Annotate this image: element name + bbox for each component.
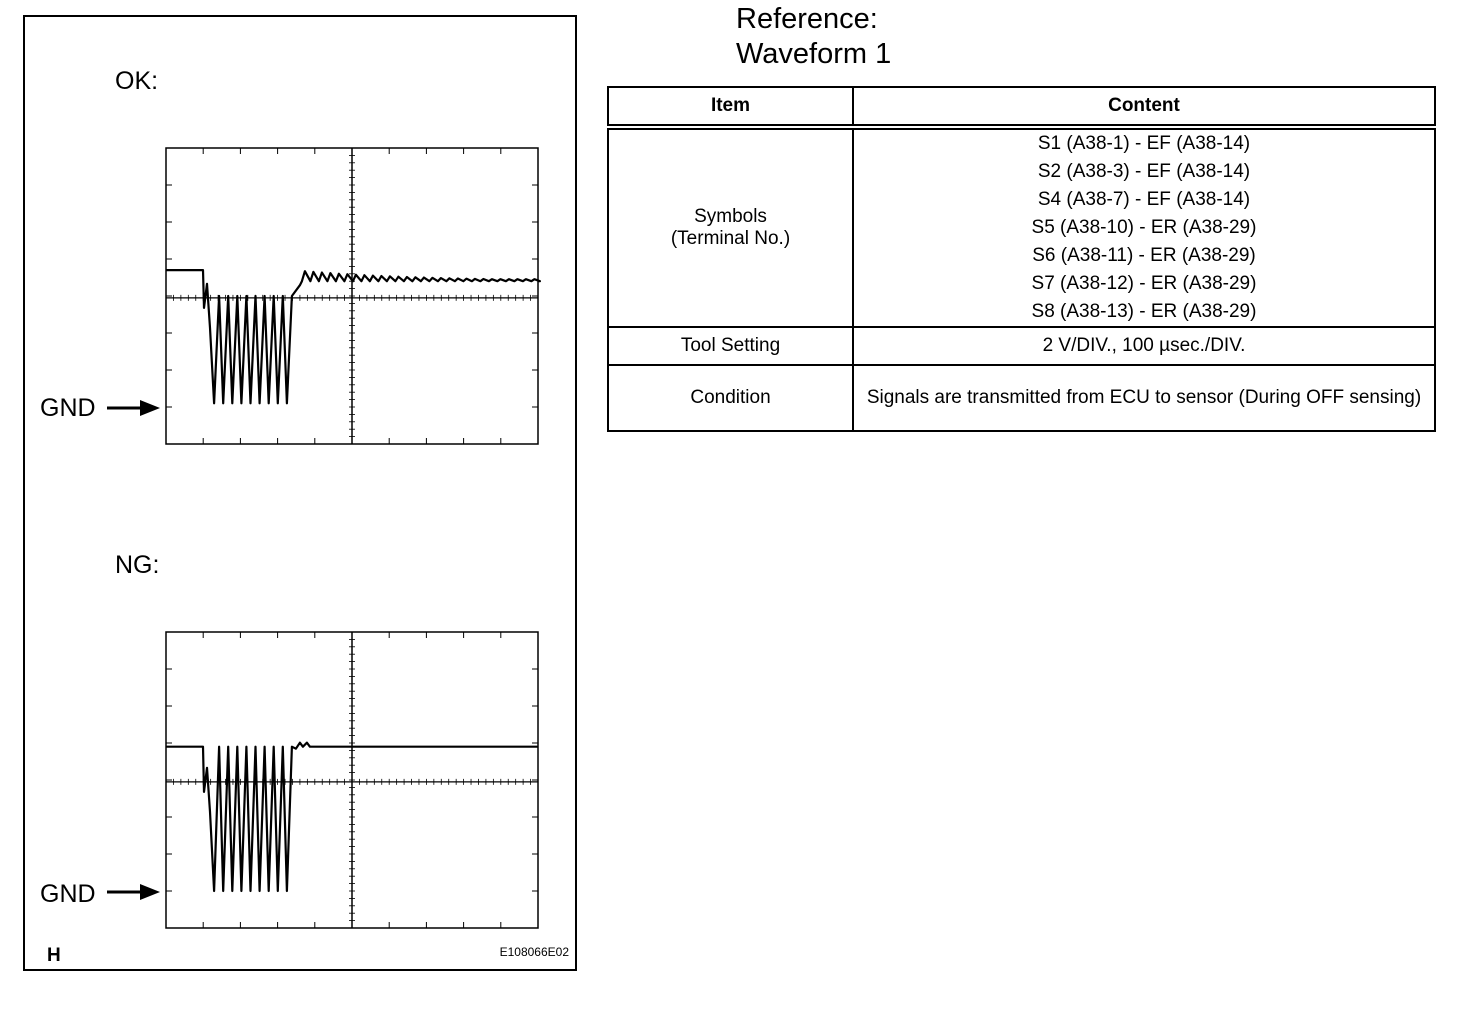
reference-line-2: Waveform 1 bbox=[736, 38, 892, 70]
table-row-condition bbox=[608, 365, 1435, 431]
symbol-line: S6 (A38-11) - ER (A38-29) bbox=[1032, 245, 1256, 266]
condition-item-cell: Condition bbox=[608, 365, 853, 431]
table-row-tool-setting bbox=[608, 327, 1435, 365]
scope-ok bbox=[166, 148, 540, 444]
symbols-item-line-2: (Terminal No.) bbox=[670, 228, 791, 249]
reference-line-1: Reference: bbox=[736, 3, 878, 35]
symbol-line: S8 (A38-13) - ER (A38-29) bbox=[1031, 301, 1257, 322]
ng-label: NG: bbox=[115, 551, 160, 579]
tool-setting-item-cell: Tool Setting bbox=[608, 327, 853, 365]
scope-diagrams bbox=[25, 17, 577, 969]
symbol-line: S1 (A38-1) - EF (A38-14) bbox=[1037, 133, 1251, 154]
gnd-label-ng: GND bbox=[40, 880, 96, 908]
header-item: Item bbox=[608, 87, 853, 127]
symbol-line: S7 (A38-12) - ER (A38-29) bbox=[1031, 273, 1257, 294]
symbol-line: S4 (A38-7) - EF (A38-14) bbox=[1037, 189, 1251, 210]
gnd-arrow-ng bbox=[107, 884, 160, 900]
condition-content-cell: Signals are transmitted from ECU to sensor (During OFF sensing) bbox=[853, 365, 1435, 431]
symbol-line: S5 (A38-10) - ER (A38-29) bbox=[1031, 217, 1257, 238]
ok-waveform-trace bbox=[166, 270, 540, 403]
waveform-figure bbox=[23, 15, 577, 971]
reference-title bbox=[736, 2, 891, 72]
symbol-line: S2 (A38-3) - EF (A38-14) bbox=[1037, 161, 1251, 182]
tool-setting-content-cell: 2 V/DIV., 100 µsec./DIV. bbox=[853, 327, 1435, 365]
header-content: Content bbox=[853, 87, 1435, 127]
scope-ng bbox=[166, 632, 538, 928]
table-header-row bbox=[608, 87, 1435, 127]
symbols-item-line-1: Symbols bbox=[694, 206, 767, 227]
symbols-content-cell bbox=[853, 127, 1435, 327]
gnd-label-ok: GND bbox=[40, 394, 96, 422]
ok-label: OK: bbox=[115, 67, 159, 95]
figure-code: E108066E02 bbox=[499, 945, 569, 959]
figure-corner-letter: H bbox=[47, 945, 61, 966]
reference-table bbox=[607, 86, 1436, 432]
table-row-symbols bbox=[608, 127, 1435, 327]
symbols-item-cell bbox=[608, 127, 853, 327]
gnd-arrow-ok bbox=[107, 400, 160, 416]
